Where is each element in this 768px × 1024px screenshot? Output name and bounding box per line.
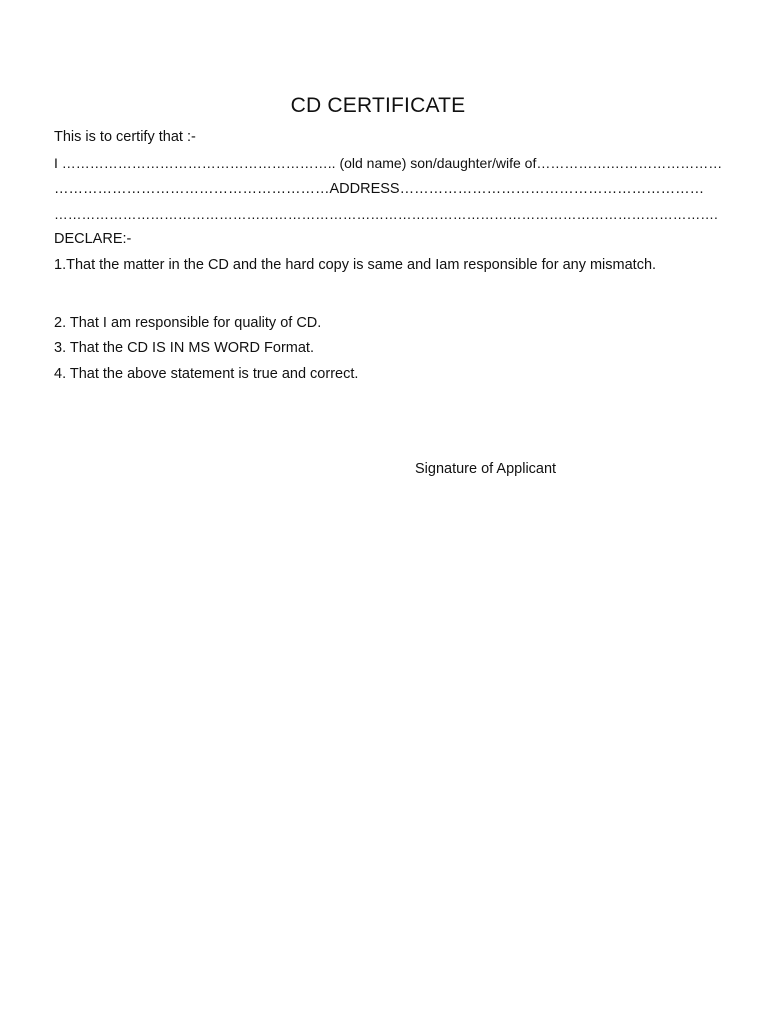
dotted-line: ………………………………………………………………………………………………………………………………. — [54, 207, 718, 222]
declaration-item: 4. That the above statement is true and correct. — [54, 366, 359, 382]
name-line: I ………………………………………………….. (old name) son/daughter/wife of…………….…………………… — [54, 155, 723, 171]
declare-heading: DECLARE:- — [54, 231, 132, 247]
intro-text: This is to certify that :- — [54, 129, 196, 145]
declaration-item: 2. That I am responsible for quality of CD. — [54, 315, 322, 331]
document-title: CD CERTIFICATE — [290, 94, 466, 117]
address-line: …………………………………………………ADDRESS……………………………………………………… — [54, 181, 705, 197]
declaration-item: 3. That the CD IS IN MS WORD Format. — [54, 340, 314, 356]
declaration-item: 1.That the matter in the CD and the hard copy is same and Iam responsible for any mismatch. — [54, 257, 657, 273]
signature-label: Signature of Applicant — [415, 461, 557, 477]
